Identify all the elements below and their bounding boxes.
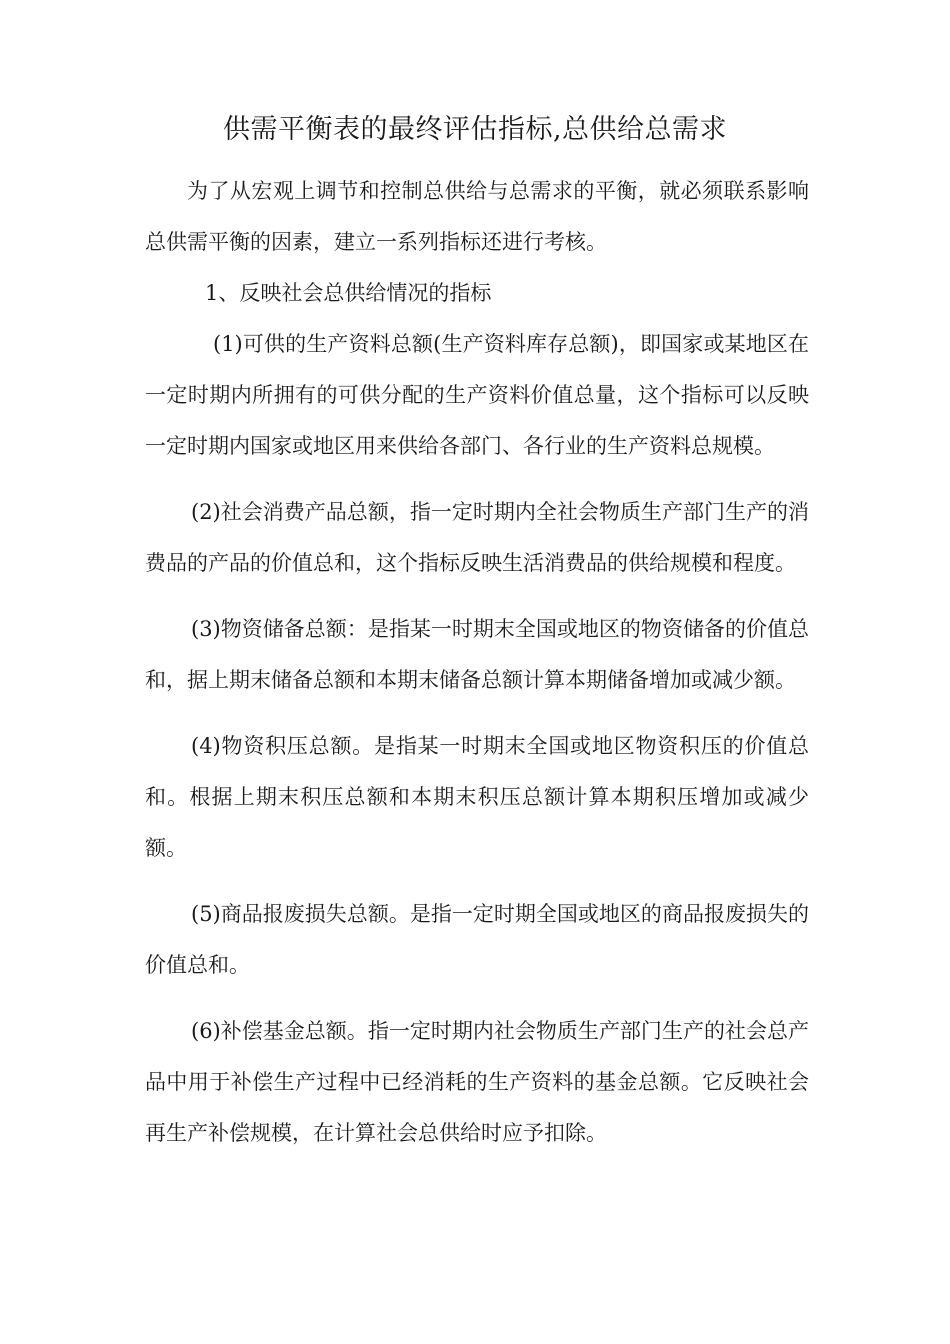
list-item: (4)物资积压总额。是指某一时期末全国或地区物资积压的价值总和。根据上期末积压总额和本期末积压总额计算本期积压增加或减少额。 — [145, 734, 809, 860]
list-item: (3)物资储备总额：是指某一时期末全国或地区的物资储备的价值总和，据上期末储备总额和本期末储备总额计算本期储备增加或减少额。 — [145, 617, 809, 692]
page-title: 供需平衡表的最终评估指标,总供给总需求 — [222, 114, 728, 145]
section-heading: 1、反映社会总供给情况的指标 — [205, 281, 492, 305]
list-item: (1)可供的生产资料总额(生产资料库存总额)，即国家或某地区在一定时期内所拥有的可供分配的生产资料价值总量，这个指标可以反映一定时期内国家或地区用来供给各部门、各行业的生产资料总规模。 — [145, 332, 809, 458]
document-body — [145, 166, 809, 1159]
intro-paragraph: 为了从宏观上调节和控制总供给与总需求的平衡，就必须联系影响总供需平衡的因素，建立一系列指标还进行考核。 — [145, 179, 809, 254]
list-item: (6)补偿基金总额。指一定时期内社会物质生产部门生产的社会总产品中用于补偿生产过程中已经消耗的生产资料的基金总额。它反映社会再生产补偿规模，在计算社会总供给时应予扣除。 — [145, 1019, 809, 1145]
list-item: (5)商品报废损失总额。是指一定时期全国或地区的商品报废损失的价值总和。 — [145, 902, 809, 977]
list-item: (2)社会消费产品总额，指一定时期内全社会物质生产部门生产的消费品的产品的价值总和，这个指标反映生活消费品的供给规模和程度。 — [145, 500, 809, 575]
